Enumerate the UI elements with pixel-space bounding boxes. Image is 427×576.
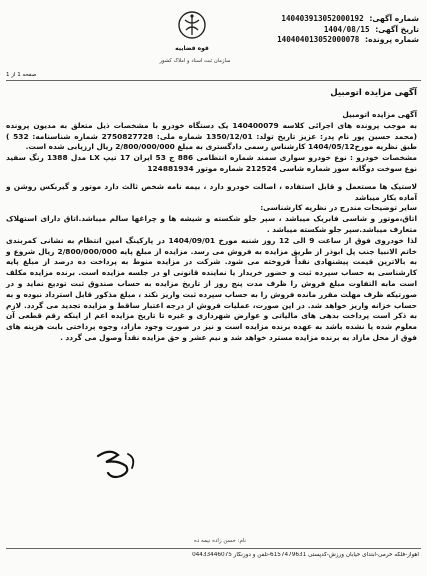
body-paragraph-case: به موجب پرونده های اجرائی کلاسه 140400079 یک دستگاه خودرو با مشخصات ذیل متعلق به مدیون پرونده (محمد حسین پور نام پدر: عزیز تاریخ تولد: 1350/12/01 شماره ملی: 2750827728 شماره شناسنامه: 532 ) طبق نظریه مورخ1404/05/12 کارشناس رسمی دادگستری به مبلغ 2/800/000/000 ریال ارزیابی شده است.: [6, 120, 417, 152]
ad-number-value: 140403913052000192: [281, 14, 364, 23]
body-paragraph-terms: لذا خودروی فوق از ساعت 9 الی 12 روز شنبه مورخ 1404/09/01 در پارکینگ امین انتظام به نشانی کمربندی خاتم الانبیا جنب پل ابوذر از طریق مزایده به فروش می رسد. مزایده از مبلغ پایه 2/800/000/000 ریال شروع و به بالاترین قیمت پیشنهادی نقداً فروخته می شود. شرکت در مزایده منوط به پرداخت ده درصد از مبلغ پایه کارشناسی به حساب سپرده ثبت و حضور خریدار یا نماینده قانونی او در جلسه مزایده است. برنده مزایده مکلف است مابه التفاوت مبلغ فروش را ظرف مدت پنج روز از تاریخ مزایده به حساب صندوق ثبت تودیع نماید و در صورتیکه ظرف مهلت مقرر مانده فروش را به حساب سپرده ثبت واریز نکند ، مبلغ مذکور قابل استرداد نبوده و به حساب خزانه واریز خواهد شد. در این صورت، عملیات فروش از درجه اعتبار ساقط و مزایده تجدید می گردد. لازم به ذکر است پرداخت بدهی های مالیاتی و عوارض شهرداری و غیره تا تاریخ مزایده اعم از اینکه رقم قطعی آن معلوم شده یا نشده باشد به عهده برنده مزایده است و نیز در صورت وجود مازاد، وجوه پرداختی بابت هزینه های فوق از محل مازاد به برنده مزایده مسترد خواهد شد و نیم عشر و حق مزایده نقداً وصول می گردد .: [6, 235, 417, 342]
body-paragraph-vehicle: مشخصات خودرو : نوع خودرو سواری سمند شماره انتظامی 886 ج 53 ایران 17 تیپ LX مدل 1388 رنگ سفید نوع سوخت دوگانه سوز شماره شاسی 212524 شماره موتور 124881934: [6, 153, 417, 173]
officer-name: نام: حسن زاده نیمه ده: [193, 538, 247, 544]
ad-date-value: 1404/08/15: [323, 24, 370, 34]
ad-number-label: شماره آگهی:: [369, 14, 419, 23]
seal-label: قوه قضاییه: [175, 45, 209, 52]
office-address: اهواز-فلکه خرمی-ابتدای خیابان ورزش-کدپستی 6157479631-تلفن و دورنگار 04433446075: [192, 552, 419, 558]
ad-number-row: [219, 14, 419, 25]
emblem-icon: [177, 10, 207, 40]
body-paragraph-notes-label: سایر توضیحات مندرج در نظریه کارشناسی:: [260, 203, 417, 213]
page-number: صفحه 1 از 1: [6, 72, 37, 78]
notice-body: [6, 110, 417, 344]
case-number-value: 140404013052000078: [277, 35, 360, 44]
ad-date-row: [219, 25, 419, 36]
notice-metadata: [219, 14, 419, 46]
judiciary-seal: [165, 10, 219, 56]
body-paragraph-notes: اتاق،موتور و شاسی فابریک میباشد ، سپر جلو شکسته و شیشه ها و چراغها سالم میباشد.اتاق دارای استهلاک متعارف میباشد.سپر جلو شکسته میباشد .: [6, 214, 417, 234]
ad-date-label: تاریخ آگهی:: [375, 24, 419, 34]
header-divider: [6, 80, 421, 81]
case-number-row: [219, 35, 419, 46]
handwritten-signature: [88, 446, 146, 486]
footer-divider: [6, 548, 421, 549]
case-number-label: شماره پرونده:: [365, 35, 419, 44]
organization-subtitle: سازمان ثبت اسناد و املاک کشور: [159, 58, 231, 64]
body-paragraph-condition: لاستیک ها مستعمل و قابل استفاده ، اصالت خودرو دارد ، بیمه نامه شخص ثالث دارد موتور و گیربکس روشن و آماده بکار میباشد: [6, 181, 417, 202]
page-title: آگهی مزایده اتومبیل: [330, 88, 417, 98]
body-heading: آگهی مزایده اتومبیل: [342, 110, 417, 119]
